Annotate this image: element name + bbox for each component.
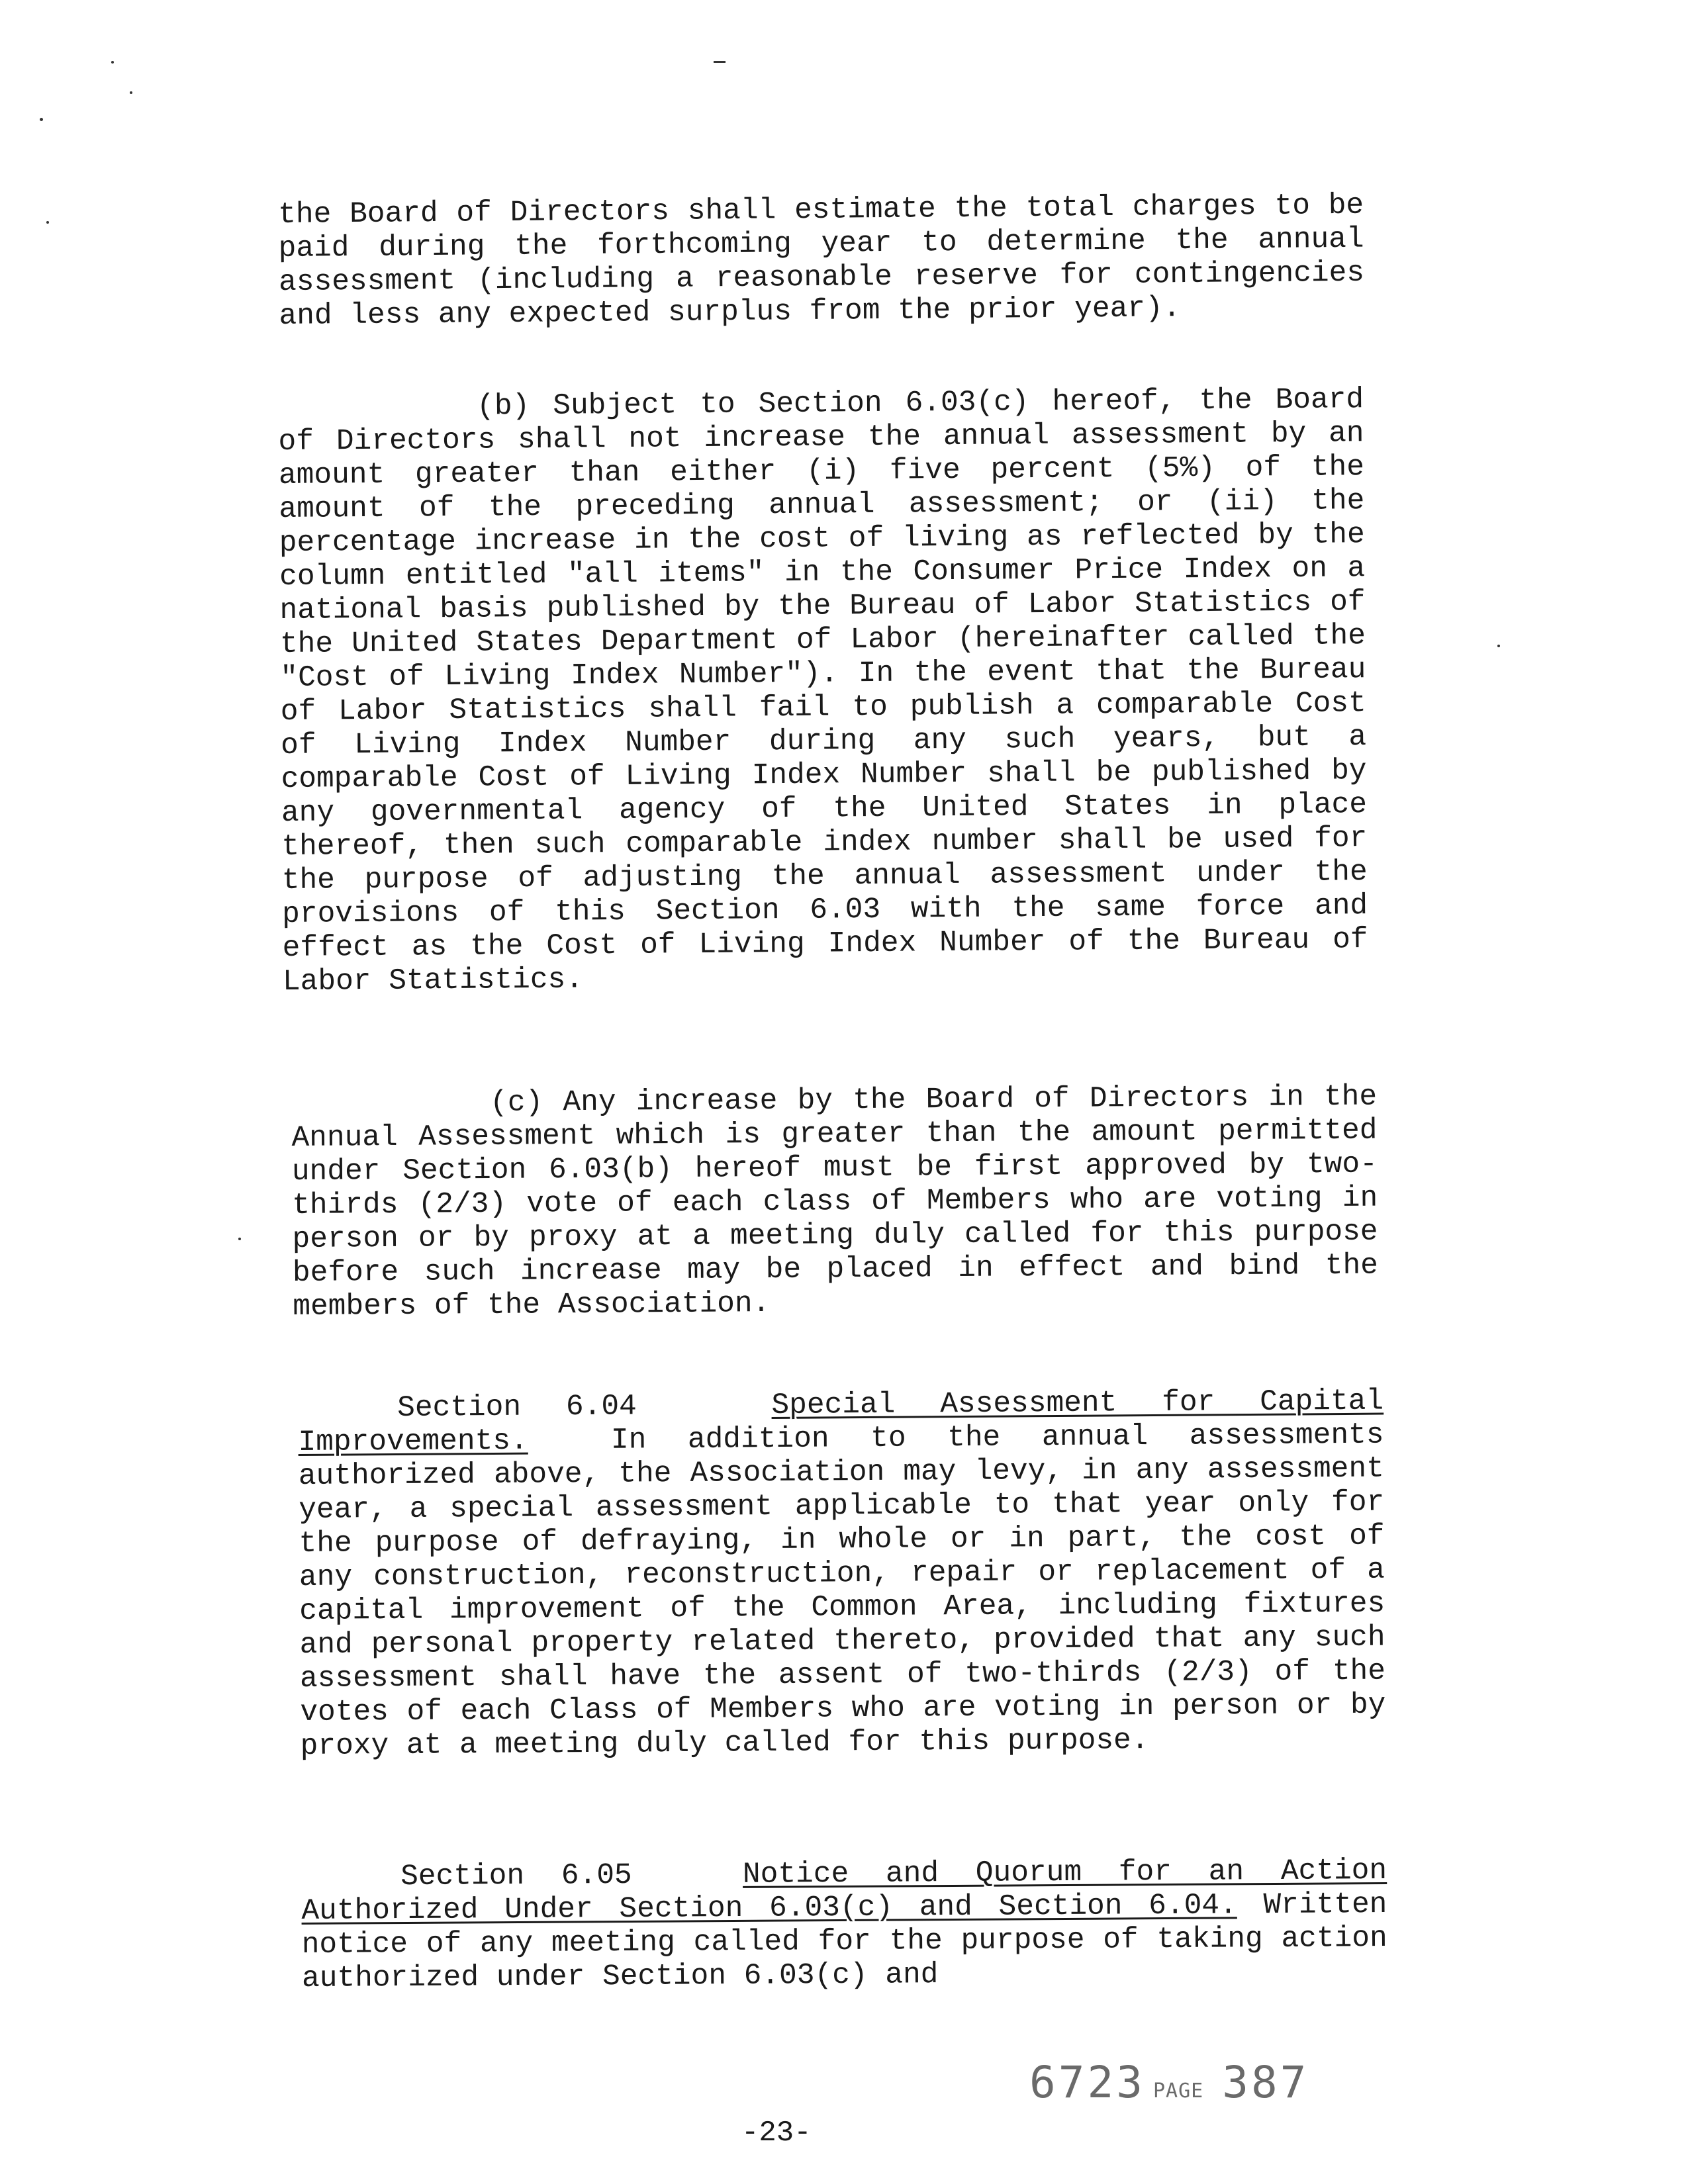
paragraph-text: (b) Subject to Section 6.03(c) hereof, the Board of Directors shall not increase the annual assessment by an amount greater than either (i) five percent (5%) of the amount of the preceding annual assessment; or (ii) the percentage increase in the cost of living as reflected by the column entitled "all items" in the Consumer Price Index on a national basis published by the Bureau of Labor Statistics of the United States Department of Labor (hereinafter called the "Cost of Living Index Number"). In the event that the Bureau of Labor Statistics shall fail to publish a comparable Cost of Living Index Number during any such years, but a comparable Cost of Living Index Number shall be published by any governmental agency of the United States in place thereof, then such comparable index number shall be used for the purpose of adjusting the annual assessment under the provisions of this Section 6.03 with the same force and effect as the Cost of Living Index Number of the Bureau of Labor Statistics. <box>278 383 1368 999</box>
book-number: 6723 <box>1029 2057 1145 2108</box>
scan-speck <box>238 1238 241 1240</box>
stamp-page-number: 387 <box>1222 2057 1309 2108</box>
section-body: In addition to the annual assessments authorized above, the Association may levy, in any assessment year, a special assessment applicable to that year only for the purpose of defraying, in whole or in part, the cost of any construction, reconstruction, repair or replacement of a capital improvement of the Common Area, including fixtures and personal property related thereto, provided that any such assessment shall have the assent of two-thirds (2/3) of the votes of each Class of Members who are voting in person or by proxy at a meeting duly called for this purpose. <box>298 1418 1386 1763</box>
scan-speck <box>111 61 114 64</box>
scan-speck <box>130 91 132 94</box>
continued-paragraph <box>278 189 1365 334</box>
section-paragraph <box>301 1854 1387 1996</box>
page-label: PAGE <box>1152 2079 1204 2103</box>
section-heading: Special Assessment for Capital Improvements. <box>298 1385 1384 1459</box>
section-paragraph <box>298 1385 1386 1764</box>
recording-stamp <box>1029 2057 1309 2108</box>
section-body: Written notice of any meeting called for the purpose of taking action authorized under Section 6.03(c) and <box>301 1888 1387 1995</box>
scan-mark <box>714 61 726 63</box>
scan-speck <box>40 118 43 121</box>
scan-speck <box>1497 645 1500 647</box>
section-number: Section 6.04 <box>397 1390 637 1425</box>
section-number: Section 6.05 <box>400 1858 632 1894</box>
paragraph-b <box>278 383 1368 999</box>
section-6-04 <box>298 1385 1386 1764</box>
section-6-05 <box>301 1854 1387 1996</box>
section-heading: Notice and Quorum for an Action Authorized Under Section 6.03(c) and Section 6.04. <box>301 1854 1387 1928</box>
page-number: -23- <box>741 2116 812 2150</box>
paragraph-text: the Board of Directors shall estimate the total charges to be paid during the forthcoming year to determine the annual assessment (including a reasonable reserve for contingencies and less any expected surplus from the prior year). <box>278 189 1365 333</box>
paragraph-c <box>291 1081 1378 1324</box>
paragraph-text: (c) Any increase by the Board of Directors in the Annual Assessment which is greater than the amount permitted under Section 6.03(b) hereof must be first approved by two-thirds (2/3) vote of each class of Members who are voting in person or by proxy at a meeting duly called for this purpose before such increase may be placed in effect and bind the members of the Association. <box>291 1080 1379 1324</box>
scan-speck <box>46 221 49 224</box>
